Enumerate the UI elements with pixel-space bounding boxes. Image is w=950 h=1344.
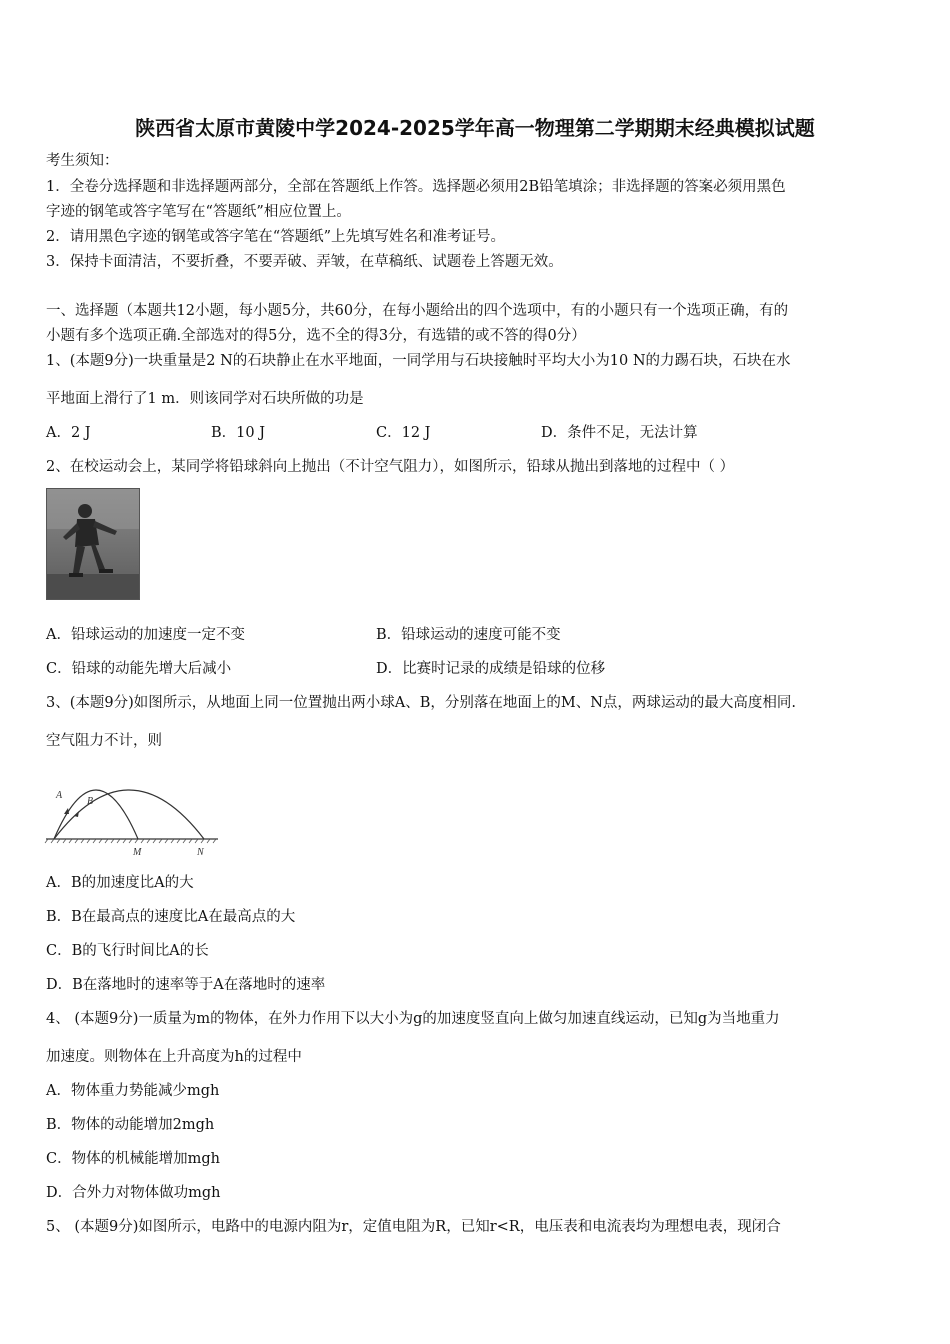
question-4-stem-cont: 加速度。则物体在上升高度为h的过程中	[46, 1049, 302, 1065]
question-5-stem: 5、 (本题9分)如图所示，电路中的电源内阻为r，定值电阻为R，已知r<R，电压表和电流表均为理想电表，现闭合	[46, 1219, 781, 1235]
q1-option-a: A．2 J	[46, 425, 91, 441]
notice-item: 2．请用黑色字迹的钢笔或答字笔在“答题纸”上先填写姓名和准考证号。	[46, 229, 506, 245]
q3-option-a: A．B的加速度比A的大	[46, 875, 194, 891]
notice-item: 3．保持卡面清洁，不要折叠，不要弄破、弄皱，在草稿纸、试题卷上答题无效。	[46, 254, 563, 270]
section-heading-line2: 小题有多个选项正确.全部选对的得5分，选不全的得3分，有选错的或不答的得0分）	[46, 328, 586, 344]
q1-option-c: C．12 J	[376, 425, 431, 441]
trajectory-a	[54, 790, 138, 839]
question-2-stem: 2、在校运动会上，某同学将铅球斜向上抛出（不计空气阻力），如图所示，铅球从抛出到落地的过程中（ ）	[46, 459, 735, 475]
arrow-b-icon	[74, 811, 79, 817]
notice-heading: 考生须知：	[46, 153, 119, 169]
q4-option-a: A．物体重力势能减少mgh	[46, 1083, 220, 1099]
label-n: N	[197, 847, 204, 858]
label-b: B	[87, 796, 94, 807]
question-3-stem-cont: 空气阻力不计，则	[46, 733, 162, 749]
q4-option-d: D．合外力对物体做功mgh	[46, 1185, 221, 1201]
q2-option-d: D．比赛时记录的成绩是铅球的位移	[376, 661, 606, 677]
q1-option-d: D．条件不足，无法计算	[541, 425, 698, 441]
label-a: A	[56, 790, 63, 801]
q2-option-c: C．铅球的动能先增大后减小	[46, 661, 232, 677]
page-title: 陕西省太原市黄陵中学2024-2025学年高一物理第二学期期末经典模拟试题	[135, 116, 815, 140]
notice-item: 1．全卷分选择题和非选择题两部分，全部在答题纸上作答。选择题必须用2B铅笔填涂；非选择题的答案必须用黑色	[46, 179, 786, 195]
q3-option-b: B．B在最高点的速度比A在最高点的大	[46, 909, 296, 925]
notice-item: 字迹的钢笔或答字笔写在“答题纸”相应位置上。	[46, 204, 351, 220]
question-3-stem: 3、(本题9分)如图所示，从地面上同一位置抛出两小球A、B，分别落在地面上的M、N点，两球运动的最大高度相同.	[46, 695, 797, 711]
question-4-stem: 4、 (本题9分)一质量为m的物体，在外力作用下以大小为g的加速度竖直向上做匀加速直线运动，已知g为当地重力	[46, 1011, 780, 1027]
q3-option-c: C．B的飞行时间比A的长	[46, 943, 209, 959]
q4-option-b: B．物体的动能增加2mgh	[46, 1117, 215, 1133]
section-heading-line1: 一、选择题（本题共12小题，每小题5分，共60分，在每小题给出的四个选项中，有的小题只有一个选项正确，有的	[46, 303, 789, 319]
q1-option-b: B．10 J	[211, 425, 266, 441]
projectile-diagram	[44, 768, 222, 860]
q4-option-c: C．物体的机械能增加mgh	[46, 1151, 220, 1167]
label-m: M	[133, 847, 142, 858]
q2-option-a: A．铅球运动的加速度一定不变	[46, 627, 245, 643]
question-1-stem: 1、(本题9分)一块重量是2 N的石块静止在水平地面，一同学用与石块接触时平均大小为10 N的力踢石块，石块在水	[46, 353, 791, 369]
arrow-a-icon	[64, 808, 69, 814]
q2-option-b: B．铅球运动的速度可能不变	[376, 627, 561, 643]
q3-option-d: D．B在落地时的速率等于A在落地时的速率	[46, 977, 326, 993]
shot-put-photo	[46, 488, 140, 600]
question-1-stem-cont: 平地面上滑行了1 m．则该同学对石块所做的功是	[46, 391, 364, 407]
